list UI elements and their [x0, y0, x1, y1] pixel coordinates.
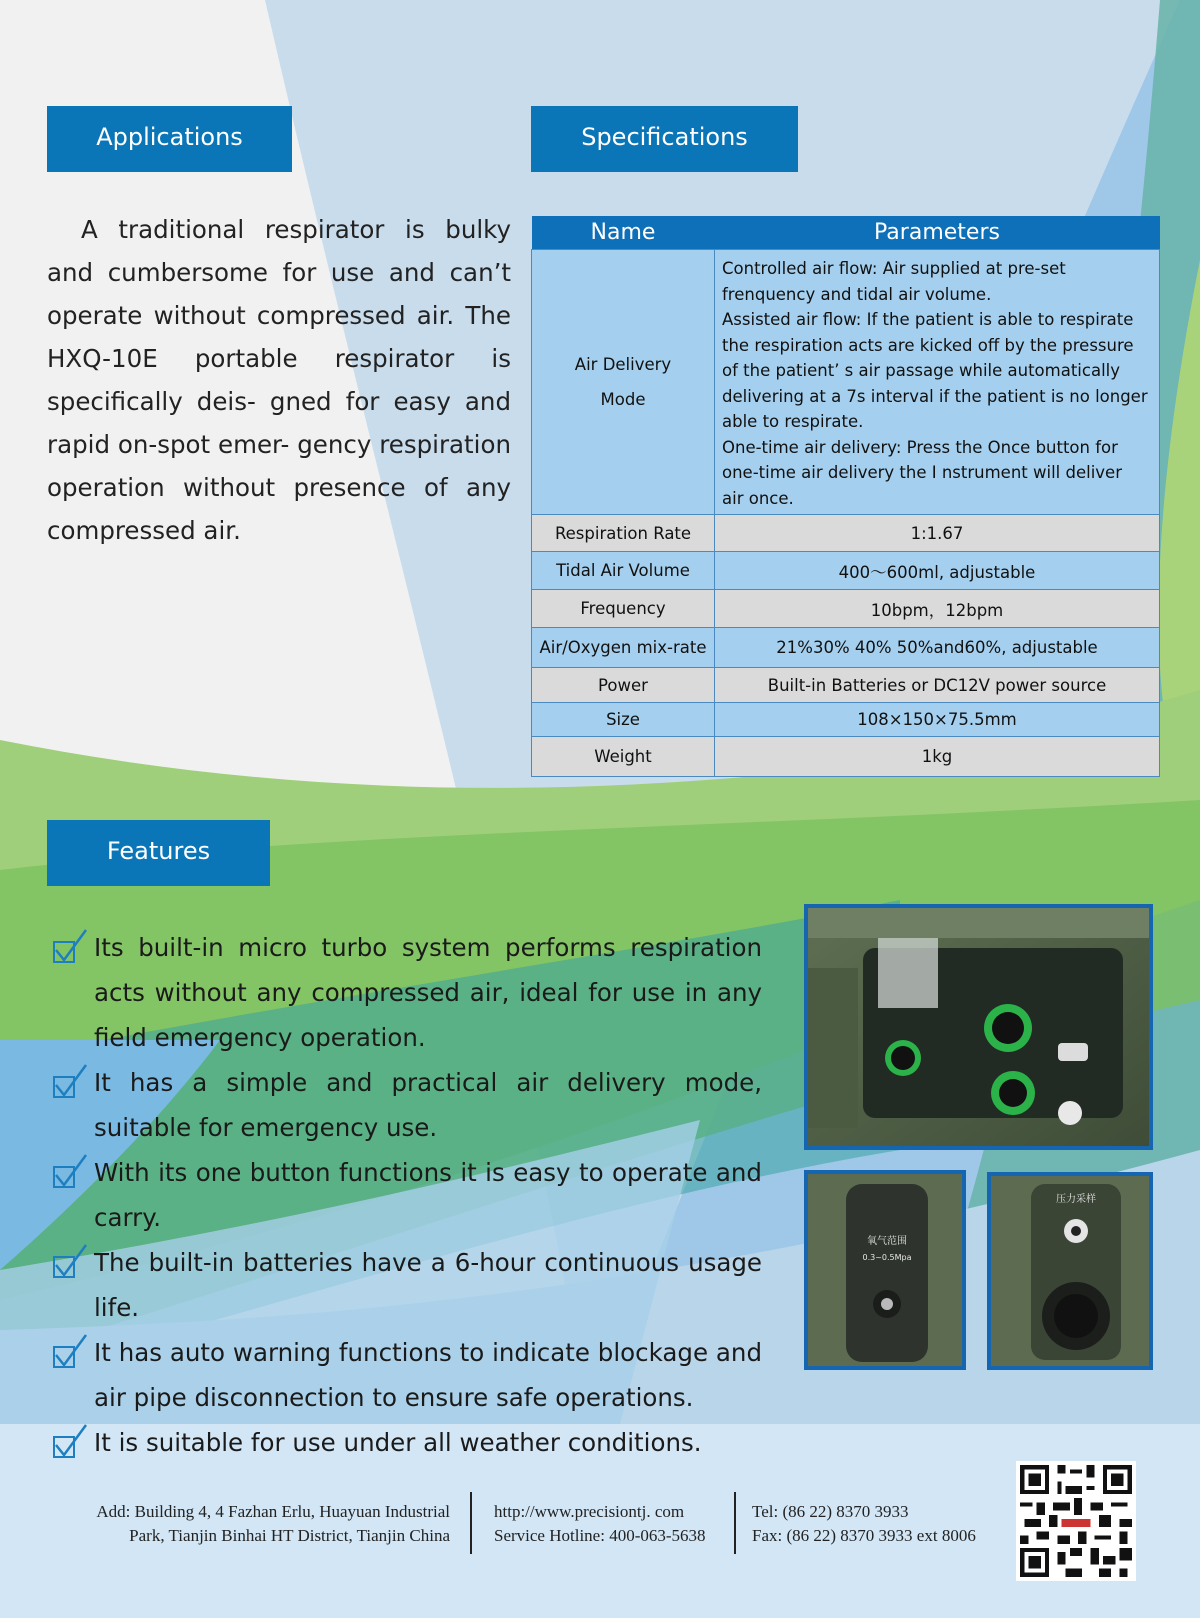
- features-title: Features: [106, 837, 211, 865]
- table-row: [532, 628, 1160, 668]
- list-item: [47, 1420, 762, 1465]
- checkbox-check-icon: [50, 928, 90, 968]
- spec-value-line: air once.: [722, 488, 794, 508]
- table-row-air-delivery-mode: [532, 250, 1160, 515]
- spec-value-line: Assisted air flow: If the patient is able to respirate: [722, 310, 1134, 329]
- feature-text: It has auto warning functions to indicate blockage and air pipe disconnection to ensure safe operations.: [94, 1338, 762, 1412]
- table-row: [532, 737, 1160, 777]
- applications-header: [47, 106, 292, 172]
- features-header: [47, 820, 270, 886]
- list-item: [47, 1150, 762, 1240]
- address-line: Add: Building 4, 4 Fazhan Erlu, Huayuan Industrial: [96, 1502, 450, 1521]
- spec-name-cell: Power: [532, 668, 715, 703]
- spec-name-cell: Air/Oxygen mix-rate: [532, 628, 715, 668]
- footer-divider: [734, 1492, 736, 1554]
- spec-name-cell: Size: [532, 703, 715, 737]
- specifications-header: [531, 106, 798, 172]
- spec-value-cell: 21%30% 40% 50%and60%, adjustable: [715, 628, 1160, 668]
- address-line: Park, Tianjin Binhai HT District, Tianjin China: [129, 1526, 450, 1545]
- checkbox-check-icon: [50, 1153, 90, 1193]
- qr-code-icon[interactable]: [1016, 1461, 1136, 1581]
- spec-value-line: one-time air delivery the I nstrument will deliver: [722, 463, 1122, 482]
- service-hotline: Service Hotline: 400-063-5638: [494, 1526, 706, 1545]
- checkbox-check-icon: [50, 1333, 90, 1373]
- oxygen-range-label: 0.3~0.5Mpa: [862, 1253, 912, 1262]
- oxygen-label: 氧气范围: [867, 1236, 907, 1247]
- feature-text: It is suitable for use under all weather conditions.: [94, 1428, 702, 1457]
- footer-divider: [470, 1492, 472, 1554]
- applications-text: A traditional respirator is bulky and cumbersome for use and can’t operate without compressed air. The HXQ-10E portable respirator is specifically deis- gned for easy and rapid on-spot emer- gency respiration operation without presence of any compressed air.: [47, 215, 511, 545]
- spec-name-cell: Weight: [532, 737, 715, 777]
- spec-value-cell: [715, 250, 1160, 515]
- specifications-title: Specifications: [581, 123, 748, 151]
- telephone: Tel: (86 22) 8370 3933: [752, 1502, 909, 1521]
- list-item: [47, 1060, 762, 1150]
- checkbox-check-icon: [50, 1063, 90, 1103]
- spec-value-cell: 108×150×75.5mm: [715, 703, 1160, 737]
- spec-value-cell: Built-in Batteries or DC12V power source: [715, 668, 1160, 703]
- control-panel-illustration: [808, 908, 1149, 1146]
- spec-value-line: Controlled air flow: Air supplied at pre-set: [722, 259, 1066, 278]
- spec-value-line: the respiration acts are kicked off by the pressure: [722, 335, 1134, 355]
- list-item: [47, 1240, 762, 1330]
- spec-name-cell: Frequency: [532, 590, 715, 628]
- spec-value-cell: 1kg: [715, 737, 1160, 777]
- checkbox-check-icon: [50, 1243, 90, 1283]
- footer-contact: [752, 1500, 1012, 1548]
- footer-address: [60, 1500, 450, 1548]
- pressure-port-illustration: [991, 1176, 1149, 1366]
- oxygen-port-illustration: [808, 1174, 962, 1366]
- spec-value-cell: 10bpm，12bpm: [715, 590, 1160, 628]
- spec-name-line: Air Delivery: [574, 355, 672, 374]
- table-row: [532, 552, 1160, 590]
- feature-text: The built-in batteries have a 6-hour continuous usage life.: [94, 1248, 762, 1322]
- table-row: [532, 703, 1160, 737]
- feature-text: Its built-in micro turbo system performs respiration acts without any compressed air, ideal for use in any field emergency operation.: [94, 933, 762, 1052]
- spec-name-cell: [532, 250, 715, 515]
- list-item: [47, 1330, 762, 1420]
- feature-text: It has a simple and practical air delivery mode, suitable for emergency use.: [94, 1068, 762, 1142]
- specifications-table: [531, 216, 1160, 777]
- spec-value-cell: 1:1.67: [715, 515, 1160, 552]
- table-row: [532, 668, 1160, 703]
- spec-value-line: delivering at a 7s interval if the patient is no longer: [722, 386, 1148, 406]
- checkbox-check-icon: [50, 1423, 90, 1463]
- table-row: [532, 515, 1160, 552]
- pressure-label: 压力采样: [1056, 1194, 1096, 1205]
- pressure-port-photo: [987, 1172, 1153, 1370]
- feature-text: With its one button functions it is easy to operate and carry.: [94, 1158, 762, 1232]
- spec-name-cell: Tidal Air Volume: [532, 552, 715, 590]
- features-list: [47, 925, 762, 1465]
- column-header-name: Name: [532, 216, 715, 250]
- table-header-row: [532, 216, 1160, 250]
- spec-name-cell: Respiration Rate: [532, 515, 715, 552]
- spec-value-line: able to respirate.: [722, 412, 864, 431]
- column-header-parameters: Parameters: [715, 216, 1160, 250]
- spec-value-cell: 400～600ml, adjustable: [715, 552, 1160, 590]
- footer-web: [494, 1500, 734, 1548]
- oxygen-port-photo: [804, 1170, 966, 1370]
- list-item: [47, 925, 762, 1060]
- device-control-panel-photo: [804, 904, 1153, 1150]
- spec-name-line: Mode: [600, 390, 646, 409]
- table-row: [532, 590, 1160, 628]
- fax: Fax: (86 22) 8370 3933 ext 8006: [752, 1526, 976, 1545]
- website-link[interactable]: http://www.precisiontj. com: [494, 1502, 685, 1521]
- spec-value-line: One-time air delivery: Press the Once button for: [722, 437, 1118, 457]
- spec-value-line: of the patient’ s air passage while automatically: [722, 361, 1121, 380]
- applications-title: Applications: [96, 123, 243, 151]
- spec-value-line: frenquency and tidal air volume.: [722, 284, 992, 304]
